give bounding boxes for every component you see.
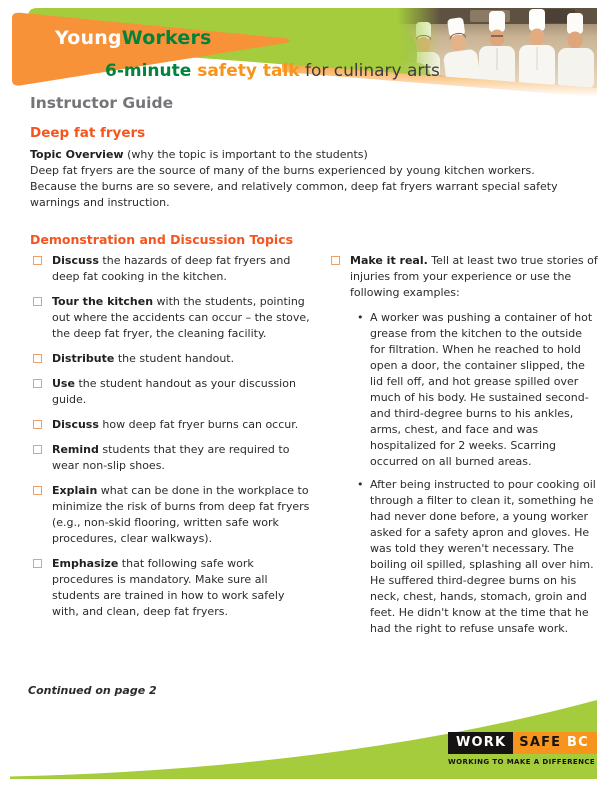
brand-logo	[55, 27, 212, 49]
checklist-item	[330, 253, 600, 301]
logo-safe-text: SAFE	[519, 735, 567, 750]
checklist-item-rest: with the students, pointing out where the accidents can occur – the stove, the deep fat fryer, the cleaning facility.	[52, 295, 310, 340]
checklist-item-lead: Remind	[52, 443, 99, 456]
checklist-item	[32, 483, 317, 547]
checklist-item-lead: Discuss	[52, 418, 99, 431]
story-text: A worker was pushing a container of hot grease from the kitchen to the outside for filtration. When he reached to hold open a door, the container slipped, the lid fell off, and hot grease spilled over much of his body. He sustained second- and third-degree burns to his ankles, arms, chest, and face and was hospitalized for 2 weeks. Scarring occurred on all burned areas.	[370, 311, 593, 468]
checkbox-icon	[33, 379, 42, 388]
checklist-item	[32, 376, 317, 408]
brand-young: Young	[55, 27, 122, 49]
checklist-item	[32, 351, 317, 367]
logo-safe	[513, 732, 597, 754]
checklist-item-lead: Tour the kitchen	[52, 295, 154, 308]
continued-note: Continued on page 2	[28, 684, 157, 697]
checklist-item-lead: Distribute	[52, 352, 115, 365]
checklist-item-rest: how deep fat fryer burns can occur.	[98, 418, 299, 431]
topic-overview	[30, 147, 570, 211]
checklist-item	[32, 556, 317, 620]
logo-tagline: WORKING TO MAKE A DIFFERENCE	[448, 758, 596, 766]
story-item	[357, 310, 600, 470]
checkbox-icon	[33, 559, 42, 568]
checklist-item	[32, 442, 317, 474]
checklist-item-text	[52, 294, 310, 342]
checklist-item-lead: Explain	[52, 484, 98, 497]
bullet-icon: •	[357, 311, 364, 324]
checklist-item-rest: the hazards of deep fat fryers and deep fat cooking in the kitchen.	[52, 254, 291, 283]
checklist-item-lead: Use	[52, 377, 75, 390]
logo-bc: BC	[567, 735, 589, 750]
checklist-item	[32, 294, 317, 342]
checklist-columns	[32, 253, 600, 638]
checklist-item-lead: Discuss	[52, 254, 99, 267]
bullet-icon: •	[357, 478, 364, 491]
checklist-item-text	[350, 253, 600, 301]
page-title: Instructor Guide	[30, 94, 174, 112]
worksafebc-logo	[448, 732, 596, 766]
checkbox-icon	[33, 486, 42, 495]
checkbox-icon	[33, 354, 42, 363]
checkbox-icon	[33, 297, 42, 306]
checklist-item-text	[52, 417, 310, 433]
checklist-item-text	[52, 376, 310, 408]
stories-list	[330, 310, 600, 637]
logo-work: WORK	[448, 732, 513, 754]
overview-lead-line	[30, 147, 570, 163]
checklist-item	[32, 417, 317, 433]
checkbox-icon	[33, 445, 42, 454]
checklist-item-text	[52, 253, 310, 285]
checkbox-icon	[331, 256, 340, 265]
overview-note: (why the topic is important to the students)	[123, 148, 368, 161]
topic-heading: Deep fat fryers	[30, 125, 146, 141]
story-item	[357, 477, 600, 637]
tagline-safety-talk: safety talk	[191, 61, 300, 81]
section-heading: Demonstration and Discussion Topics	[30, 232, 294, 247]
checklist-item-rest: the student handout as your discussion guide.	[52, 377, 296, 406]
checklist-item-rest: the student handout.	[114, 352, 235, 365]
story-text: After being instructed to pour cooking oil through a filter to clean it, something he had never done before, a young worker asked for a safety apron and gloves. He was told they weren't necessary. The boiling oil spilled, splashing all over him. He suffered third-degree burns on his neck, chest, hands, stomach, groin and feet. He didn't know at the time that he had the right to refuse unsafe work.	[370, 478, 596, 635]
overview-lead: Topic Overview	[30, 148, 124, 161]
checklist-item-rest: that following safe work procedures is mandatory. Make sure all students are trained in how to work safely with, and clean, deep fat fryers.	[52, 557, 285, 618]
checkbox-icon	[33, 256, 42, 265]
overview-paragraph: Deep fat fryers are the source of many of the burns experienced by young kitchen workers. Because the burns are so severe, and relatively common, deep fat fryers warrant special safety warnings and instruction.	[30, 164, 558, 209]
banner-tagline	[105, 61, 440, 81]
tagline-culinary-arts: for culinary arts	[299, 61, 440, 81]
brand-workers: Workers	[121, 27, 212, 49]
checklist-item-text	[52, 351, 310, 367]
checklist-right	[330, 253, 600, 638]
worksafebc-logo-boxes	[448, 732, 593, 754]
checklist-item	[32, 253, 317, 285]
checklist-item-text	[52, 556, 310, 620]
checklist-item-lead: Make it real.	[350, 254, 428, 267]
checklist-item-text	[52, 483, 310, 547]
checklist-left	[32, 253, 317, 638]
checklist-item-rest: Tell at least two true stories of injuries from your experience or use the following examples:	[350, 254, 598, 299]
checklist-item-rest: students that they are required to wear non-slip shoes.	[52, 443, 290, 472]
checklist-item-lead: Emphasize	[52, 557, 119, 570]
tagline-six-minute: 6-minute	[105, 61, 192, 81]
checklist-item-text	[52, 442, 310, 474]
checklist-item-rest: what can be done in the workplace to minimize the risk of burns from deep fat fryers (e.g., non-skid flooring, written safe work procedures, clear walkways).	[52, 484, 310, 545]
checkbox-icon	[33, 420, 42, 429]
